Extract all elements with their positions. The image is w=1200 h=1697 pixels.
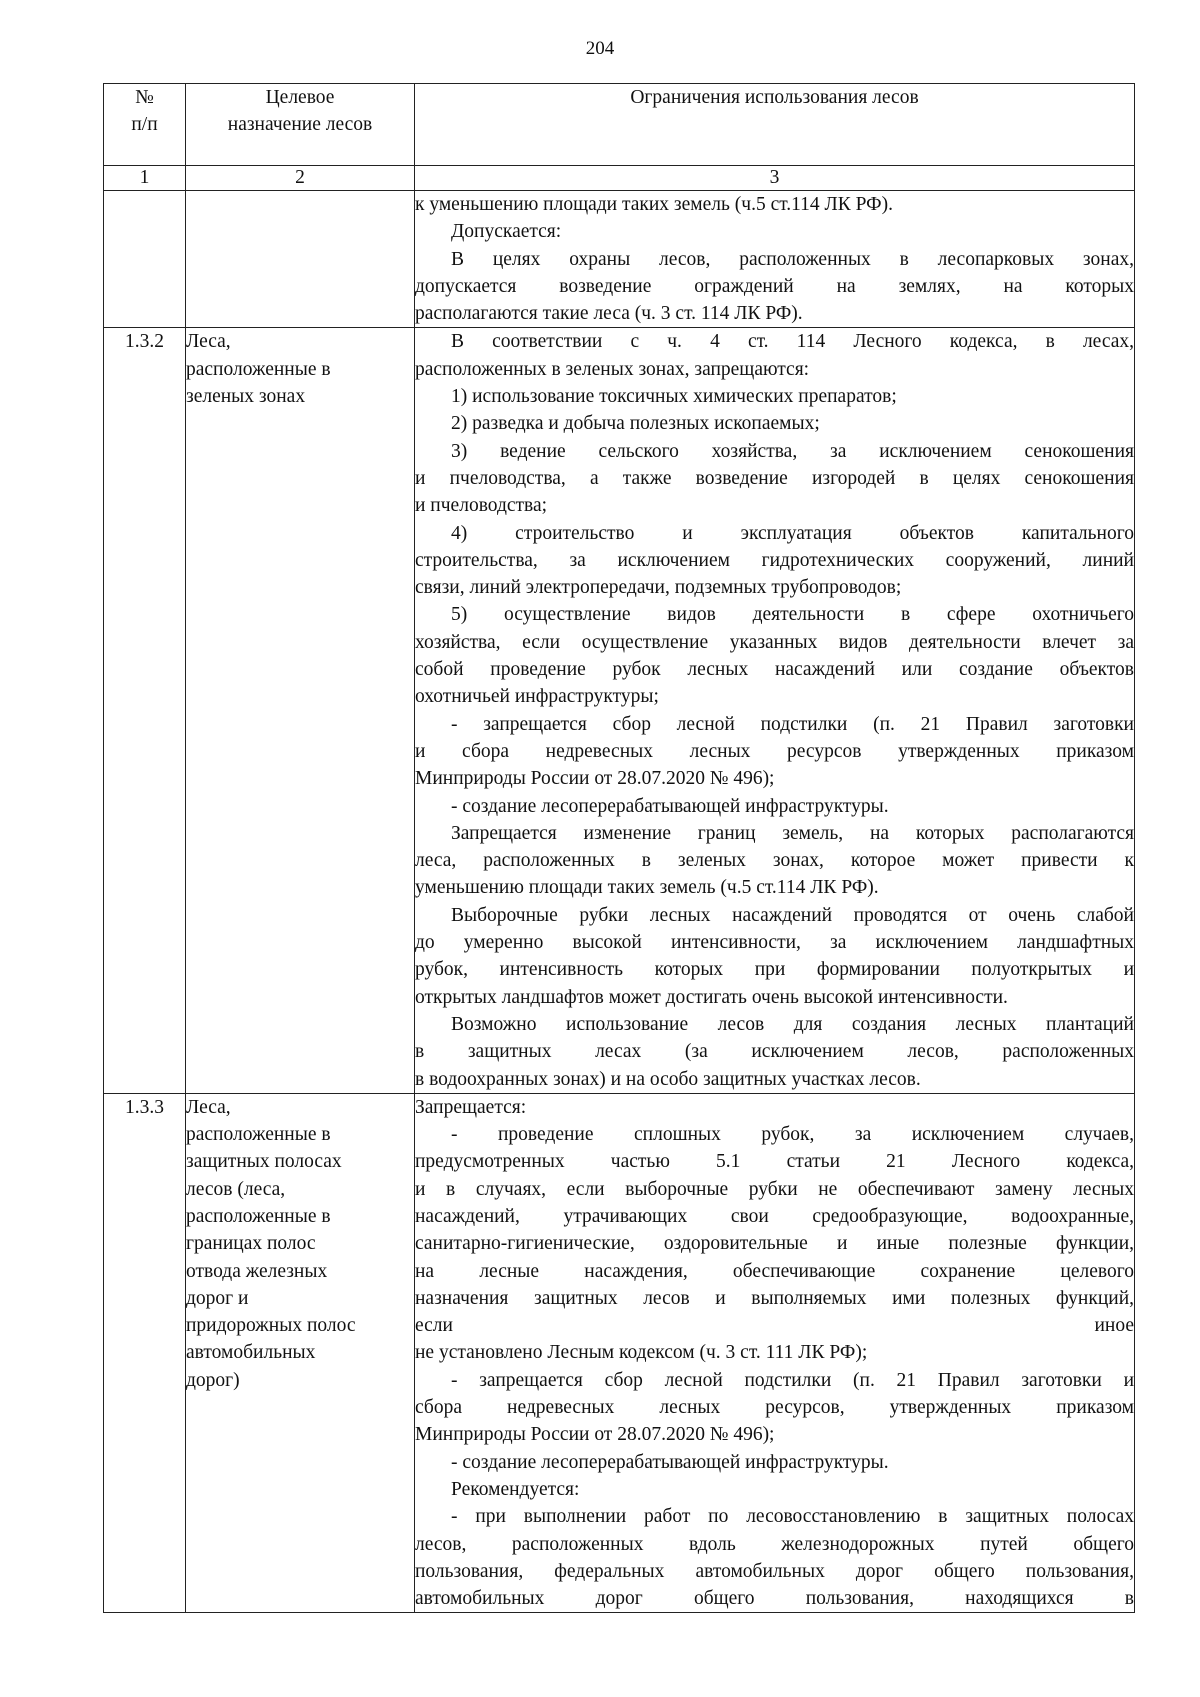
restriction-text-line: связи, линий электропередачи, подземных трубопроводов;	[415, 577, 902, 599]
restriction-text-line: 5) осуществление видов деятельности в сфере охотничьего	[451, 604, 1134, 626]
restriction-text-line: Выборочные рубки лесных насаждений проводятся от очень слабой	[451, 904, 1134, 926]
table-row	[104, 1093, 1135, 1613]
purpose-line: расположенные в	[186, 1124, 331, 1146]
header-number-line: №	[135, 87, 154, 108]
restriction-text-line: 2) разведка и добыча полезных ископаемых;	[451, 413, 820, 435]
restriction-text-line: Запрещается изменение границ земель, на которых располагаются	[451, 822, 1134, 844]
restriction-text-line: В соответствии с ч. 4 ст. 114 Лесного кодекса, в лесах,	[451, 331, 1134, 353]
forest-restrictions-table	[103, 83, 1135, 1613]
forest-purpose-cell	[186, 1093, 415, 1613]
restriction-text-line: и пчеловодства, а также возведение изгородей в целях сенокошения	[415, 467, 1134, 489]
purpose-line: придорожных полос	[186, 1315, 356, 1337]
purpose-line: дорог)	[186, 1369, 240, 1391]
restriction-text-line: пользования, федеральных автомобильных дорог общего пользования,	[415, 1560, 1134, 1582]
header-purpose-line: Целевое	[265, 87, 335, 108]
restriction-text-line: санитарно-гигиенические, оздоровительные и иные полезные функции,	[415, 1233, 1134, 1255]
purpose-line: лесов (леса,	[186, 1178, 286, 1200]
table-row	[104, 328, 1135, 1093]
restriction-text-line: если иное	[415, 1315, 1134, 1337]
restriction-text-line: - при выполнении работ по лесовосстановлению в защитных полосах	[451, 1506, 1134, 1528]
restriction-text-line: 1) использование токсичных химических препаратов;	[451, 386, 897, 408]
purpose-line: дорог и	[186, 1287, 249, 1309]
restriction-text-line: - создание лесоперерабатывающей инфраструктуры.	[451, 795, 889, 817]
restriction-text-line: леса, расположенных в зеленых зонах, которое может привести к	[415, 850, 1134, 872]
restriction-text-line: и сбора недревесных лесных ресурсов утвержденных приказом	[415, 740, 1134, 762]
restriction-text-line: предусмотренных частью 5.1 статьи 21 Лесного кодекса,	[415, 1151, 1134, 1173]
restriction-text-line: насаждений, утрачивающих свои средообразующие, водоохранные,	[415, 1205, 1134, 1227]
purpose-line: зеленых зонах	[186, 386, 306, 408]
restriction-text-line: В целях охраны лесов, расположенных в лесопарковых зонах,	[451, 248, 1134, 270]
table-row	[104, 191, 1135, 328]
restriction-text-line: лесов, расположенных вдоль железнодорожных путей общего	[415, 1533, 1134, 1555]
restriction-text-line: располагаются такие леса (ч. 3 ст. 114 ЛК РФ).	[415, 303, 803, 325]
row-number: 1.3.3	[104, 1093, 186, 1613]
restriction-text-line: не установлено Лесным кодексом (ч. 3 ст. 111 ЛК РФ);	[415, 1342, 868, 1364]
restriction-text-line: - создание лесоперерабатывающей инфраструктуры.	[451, 1451, 889, 1473]
column-number: 3	[415, 166, 1135, 191]
restriction-text-line: и в случаях, если выборочные рубки не обеспечивают замену лесных	[415, 1178, 1134, 1200]
purpose-line: Леса,	[186, 331, 231, 353]
restriction-text-line: на лесные насаждения, обеспечивающие сохранение целевого	[415, 1260, 1134, 1282]
restriction-text-line: Запрещается:	[415, 1096, 527, 1118]
column-number: 1	[104, 166, 186, 191]
header-purpose	[186, 84, 415, 166]
restriction-text-line: Возможно использование лесов для создания лесных плантаций	[451, 1013, 1134, 1035]
restriction-text-line: допускается возведение ограждений на землях, на которых	[415, 275, 1134, 297]
restriction-text-line: 3) ведение сельского хозяйства, за исключением сенокошения	[451, 440, 1134, 462]
restriction-text-line: - запрещается сбор лесной подстилки (п. 21 Правил заготовки	[451, 713, 1134, 735]
restriction-text-line: Минприроды России от 28.07.2020 № 496);	[415, 768, 775, 790]
restriction-text-line: расположенных в зеленых зонах, запрещаются:	[415, 358, 810, 380]
purpose-line: автомобильных	[186, 1342, 316, 1364]
restriction-text-line: в водоохранных зонах) и на особо защитных участках лесов.	[415, 1068, 921, 1090]
header-restrictions: Ограничения использования лесов	[415, 84, 1135, 166]
column-number: 2	[186, 166, 415, 191]
forest-purpose-cell	[186, 328, 415, 1093]
restriction-text-line: Допускается:	[451, 221, 562, 243]
restrictions-cell	[415, 1093, 1135, 1613]
restriction-text-line: строительства, за исключением гидротехнических сооружений, линий	[415, 549, 1134, 571]
restriction-text-line: - запрещается сбор лесной подстилки (п. 21 Правил заготовки и	[451, 1369, 1134, 1391]
restriction-text-line: к уменьшению площади таких земель (ч.5 ст.114 ЛК РФ).	[415, 194, 893, 215]
restriction-text-line: хозяйства, если осуществление указанных видов деятельности влечет за	[415, 631, 1134, 653]
restrictions-cell	[415, 191, 1135, 328]
purpose-line: отвода железных	[186, 1260, 328, 1282]
restrictions-cell	[415, 328, 1135, 1093]
restriction-text-line: сбора недревесных лесных ресурсов, утвержденных приказом	[415, 1397, 1134, 1419]
column-number-row	[104, 166, 1135, 191]
header-number-line: п/п	[131, 114, 158, 135]
page-number: 204	[585, 38, 615, 59]
table-body	[104, 191, 1135, 1613]
restriction-text-line: и пчеловодства;	[415, 495, 548, 517]
purpose-line: защитных полосах	[186, 1151, 342, 1173]
restriction-text-line: охотничьей инфраструктуры;	[415, 686, 659, 708]
restriction-text-line: автомобильных дорог общего пользования, находящихся в	[415, 1588, 1134, 1610]
purpose-line: границах полос	[186, 1233, 316, 1255]
restriction-text-line: рубок, интенсивность которых при формировании полуоткрытых и	[415, 959, 1134, 981]
row-number	[104, 191, 186, 328]
restriction-text-line: назначения защитных лесов и выполняемых ими полезных функций,	[415, 1287, 1134, 1309]
header-number	[104, 84, 186, 166]
restriction-text-line: 4) строительство и эксплуатация объектов капитального	[451, 522, 1134, 544]
row-number: 1.3.2	[104, 328, 186, 1093]
purpose-line: Леса,	[186, 1096, 231, 1118]
restriction-text-line: в защитных лесах (за исключением лесов, расположенных	[415, 1041, 1134, 1063]
purpose-line: расположенные в	[186, 358, 331, 380]
table-header-row	[104, 84, 1135, 166]
restriction-text-line: Рекомендуется:	[451, 1478, 580, 1500]
restriction-text-line: Минприроды России от 28.07.2020 № 496);	[415, 1424, 775, 1446]
restriction-text-line: уменьшению площади таких земель (ч.5 ст.114 ЛК РФ).	[415, 877, 879, 899]
forest-purpose-cell	[186, 191, 415, 328]
restriction-text-line: собой проведение рубок лесных насаждений или создание объектов	[415, 659, 1134, 681]
restriction-text-line: открытых ландшафтов может достигать очень высокой интенсивности.	[415, 986, 1008, 1008]
purpose-line: расположенные в	[186, 1205, 331, 1227]
restriction-text-line: - проведение сплошных рубок, за исключением случаев,	[451, 1124, 1134, 1146]
restriction-text-line: до умеренно высокой интенсивности, за исключением ландшафтных	[415, 932, 1134, 954]
header-purpose-line: назначение лесов	[227, 114, 373, 135]
